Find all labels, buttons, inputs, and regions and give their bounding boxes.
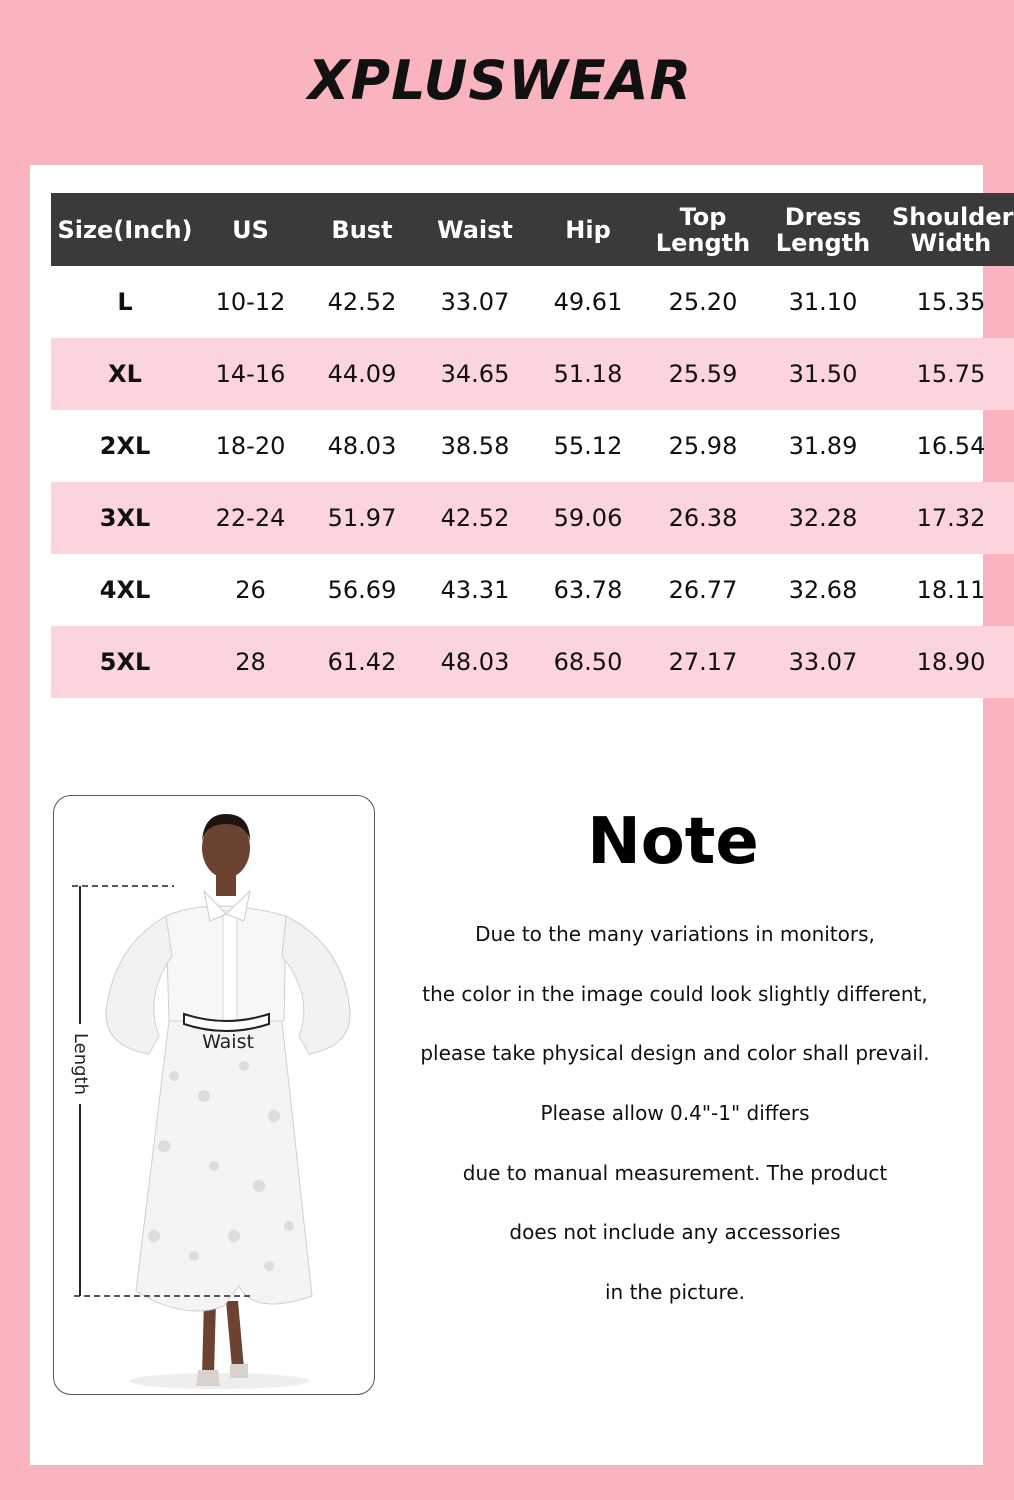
table-row xyxy=(51,410,1014,482)
brand-header xyxy=(0,40,1000,120)
note-title: Note xyxy=(587,805,759,879)
table-cell: 28 xyxy=(199,626,302,698)
table-cell: 33.07 xyxy=(758,626,888,698)
note-line: in the picture. xyxy=(605,1280,745,1305)
shirt-placket xyxy=(223,911,237,1021)
table-cell: 34.65 xyxy=(422,338,528,410)
table-cell: 27.17 xyxy=(648,626,758,698)
header-bust: Bust xyxy=(302,193,422,266)
note-body xyxy=(390,905,960,1323)
shoe-left xyxy=(196,1370,220,1386)
model-leg-right xyxy=(226,1301,244,1368)
dress-skirt xyxy=(136,1021,312,1311)
table-cell: 18.90 xyxy=(888,626,1014,698)
table-cell: 25.20 xyxy=(668,288,738,316)
table-cell: 48.03 xyxy=(422,626,528,698)
size-chart-table xyxy=(51,193,1014,698)
table-cell: 25.59 xyxy=(648,338,758,410)
table-cell: 51.18 xyxy=(528,338,648,410)
table-cell: 49.61 xyxy=(553,288,623,316)
model-illustration xyxy=(54,796,374,1394)
table-cell: 26.38 xyxy=(648,482,758,554)
table-cell: 48.03 xyxy=(327,432,397,460)
table-cell: 16.54 xyxy=(916,432,986,460)
table-row xyxy=(51,266,1014,338)
table-cell: 55.12 xyxy=(553,432,623,460)
model-measurement-figure xyxy=(53,795,375,1395)
table-cell: 10-12 xyxy=(215,288,286,316)
table-row xyxy=(51,554,1014,626)
header-top-length: Top Length xyxy=(648,193,758,266)
table-row xyxy=(51,482,1014,554)
note-line: due to manual measurement. The product xyxy=(462,1160,888,1185)
table-cell: 25.98 xyxy=(668,432,738,460)
table-header-row xyxy=(51,193,1014,266)
table-cell: 31.10 xyxy=(788,288,858,316)
table-cell: 43.31 xyxy=(440,576,510,604)
table-cell: 22-24 xyxy=(199,482,302,554)
table-cell: 3XL xyxy=(51,482,199,554)
waist-label: Waist xyxy=(202,1031,254,1053)
table-cell: 32.28 xyxy=(758,482,888,554)
table-cell: 63.78 xyxy=(553,576,623,604)
note-line: please take physical design and color shall prevail. xyxy=(420,1041,930,1066)
table-cell: 15.35 xyxy=(916,288,986,316)
table-cell: 42.52 xyxy=(327,288,397,316)
table-cell: 33.07 xyxy=(440,288,510,316)
table-cell: 14-16 xyxy=(199,338,302,410)
table-cell: 68.50 xyxy=(528,626,648,698)
note-line: Please allow 0.4"-1" differs xyxy=(540,1101,810,1126)
shoe-right xyxy=(230,1364,248,1378)
table-cell: 31.89 xyxy=(788,432,858,460)
table-row xyxy=(51,338,1014,410)
table-cell: 59.06 xyxy=(528,482,648,554)
table-cell: 17.32 xyxy=(888,482,1014,554)
table-cell: XL xyxy=(51,338,199,410)
note-line: does not include any accessories xyxy=(509,1220,841,1245)
table-cell: 38.58 xyxy=(440,432,510,460)
header-size: Size(Inch) xyxy=(51,193,199,266)
table-cell: 5XL xyxy=(51,626,199,698)
table-cell: 26 xyxy=(235,576,266,604)
table-cell: 32.68 xyxy=(788,576,858,604)
table-cell: 4XL xyxy=(99,576,151,604)
header-hip: Hip xyxy=(528,193,648,266)
content-card xyxy=(30,165,1014,1465)
brand-logo: XPLUSWEAR xyxy=(307,48,693,112)
header-shoulder-width: Shoulder Width xyxy=(888,193,1014,266)
sleeve-right xyxy=(282,916,350,1054)
table-cell: 18.11 xyxy=(916,576,986,604)
header-us: US xyxy=(199,193,302,266)
header-dress-length: Dress Length xyxy=(758,193,888,266)
table-cell: 26.77 xyxy=(668,576,738,604)
table-cell: 31.50 xyxy=(758,338,888,410)
note-line: Due to the many variations in monitors, xyxy=(475,922,875,946)
table-cell: 42.52 xyxy=(422,482,528,554)
table-cell: L xyxy=(117,288,133,316)
length-label: Length xyxy=(70,1032,91,1096)
note-line: the color in the image could look slightly different, xyxy=(422,981,928,1006)
header-waist: Waist xyxy=(422,193,528,266)
table-row xyxy=(51,626,1014,698)
model-leg-left xyxy=(202,1301,216,1374)
table-cell: 51.97 xyxy=(302,482,422,554)
table-cell: 56.69 xyxy=(327,576,397,604)
table-cell: 44.09 xyxy=(302,338,422,410)
table-cell: 18-20 xyxy=(215,432,286,460)
sleeve-left xyxy=(106,916,172,1054)
table-cell: 15.75 xyxy=(888,338,1014,410)
table-cell: 61.42 xyxy=(302,626,422,698)
table-cell: 2XL xyxy=(99,432,151,460)
